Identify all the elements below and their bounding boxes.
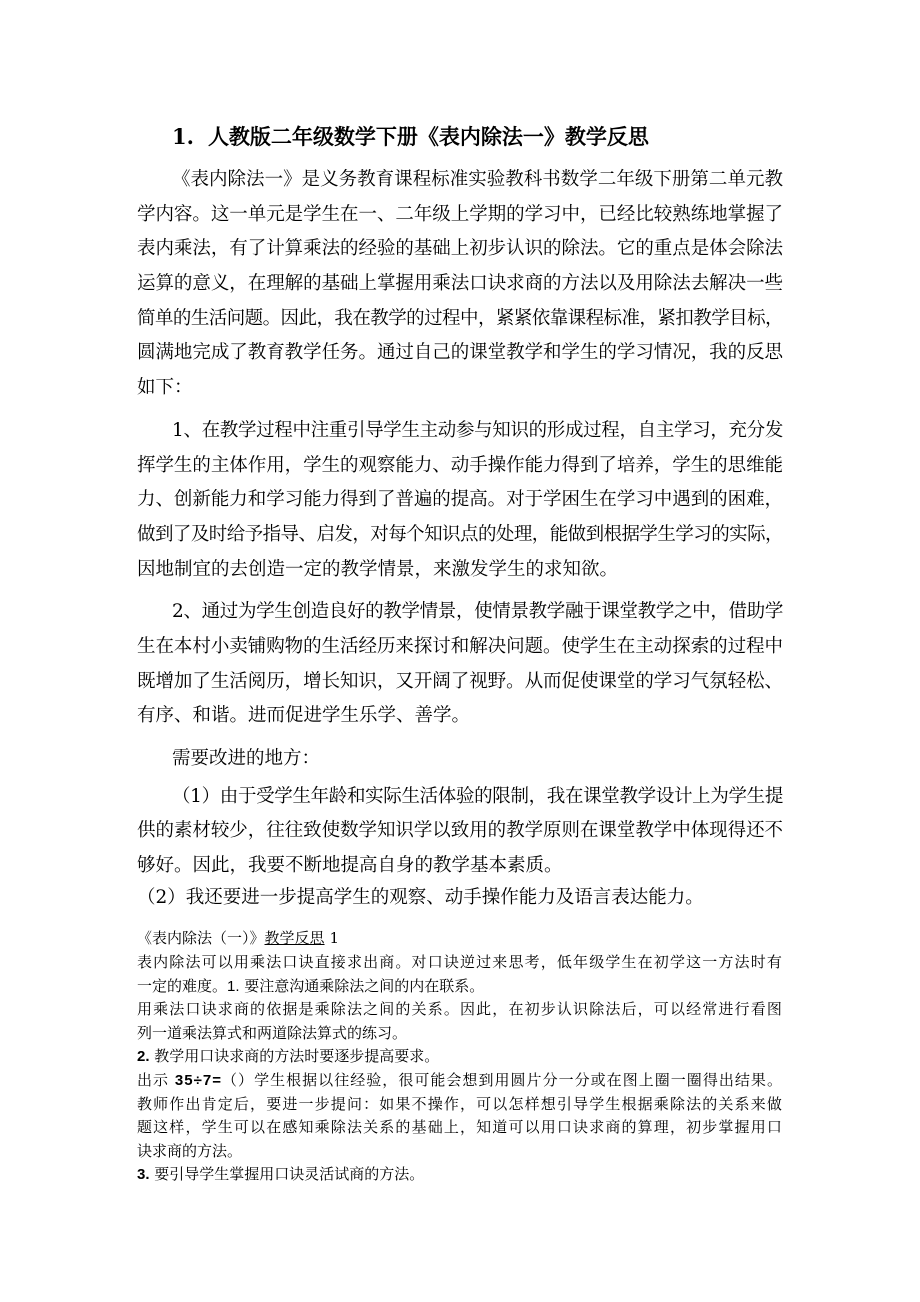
intro-paragraph [137,163,783,406]
appendix-line: 题这样，学生可以在感知乘除法关系的基础上，知道可以用口诀求商的算理，初步掌握用口 [137,1118,783,1137]
paragraph-line: 圆满地完成了教育教学任务。通过自己的课堂教学和学生的学习情况，我的反思 [137,342,783,364]
improvement-2-line: （2）我还要进一步提高学生的观察、动手操作能力及语言表达能力。 [137,886,704,908]
appendix-line: 教师作出肯定后，要进一步提问：如果不操作，可以怎样想引导学生根据乘除法的关系来做 [137,1094,783,1113]
improvement-1-paragraph [137,780,783,884]
paragraph-line: 生在本村小卖铺购物的生活经历来探讨和解决问题。使学生在主动探索的过程中 [137,635,783,657]
appendix-line [137,1163,783,1187]
paragraph-line: 学内容。这一单元是学生在一、二年级上学期的学习中，已经比较熟练地掌握了 [137,203,783,225]
appendix-line [137,1069,783,1093]
title-number: 1. [172,124,194,149]
appendix-line: 表内除法可以用乘法口诀直接求出商。对口诀逆过来思考，低年级学生在初学这一方法时有 [137,953,783,972]
step-number: 2. [137,1048,150,1066]
paragraph-line: 运算的意义，在理解的基础上掌握用乘法口诀求商的方法以及用除法去解决一些 [137,273,783,295]
appendix-line-text: 一定的难度。 [137,976,228,995]
paragraph-line: 既增加了生活阅历，增长知识，又开阔了视野。从而促使课堂的学习气氛轻松、 [137,670,783,692]
step-number: 1. [227,977,240,995]
paragraph-line: 做到了及时给予指导、启发，对每个知识点的处理，能做到根据学生学习的实际， [137,523,783,545]
paragraph-line: 表内乘法，有了计算乘法的经验的基础上初步认识的除法。它的重点是体会除法 [137,238,783,260]
step-number: 3. [137,1166,150,1184]
appendix-line-text: 教学用口诀求商的方法时要逐步提高要求。 [149,1047,440,1066]
document-title [172,119,783,155]
appendix-line [137,975,783,999]
paragraph-line: 供的素材较少，往往致使数学知识学以致用的教学原则在课堂教学中体现得还不 [137,820,783,842]
appendix-line [137,1045,783,1069]
paragraph-line: 2、通过为学生创造良好的教学情景，使情景教学融于课堂教学之中，借助学 [172,601,783,623]
appendix-section [137,927,783,1187]
appendix-line-text: 出示 [137,1071,175,1089]
appendix-heading-title: 《表内除法（一）》 [137,929,265,948]
paragraph-line: 力、创新能力和学习能力得到了普遍的提高。对于学困生在学习中遇到的困难， [137,489,783,511]
appendix-line-text: 要引导学生掌握用口诀灵活试商的方法。 [149,1165,425,1184]
document-page [137,119,783,1187]
paragraph-line: 1、在教学过程中注重引导学生主动参与知识的形成过程，自主学习，充分发 [172,419,783,441]
point-1-paragraph [137,414,783,587]
paragraph-line: 因地制宜的去创造一定的教学情景，来激发学生的求知欲。 [137,558,619,580]
paragraph-line: 挥学生的主体作用，学生的观察能力、动手操作能力得到了培养，学生的思维能 [137,454,783,476]
appendix-line: 列一道乘法算式和两道除法算式的练习。 [137,1023,408,1042]
improvements-heading-paragraph [137,742,783,777]
paragraph-line: 有序、和谐。进而促进学生乐学、善学。 [137,705,471,727]
appendix-heading-link[interactable]: 教学反思 [264,929,325,948]
appendix-line: 诀求商的方法。 [137,1141,243,1160]
appendix-line-text: （）学生根据以往经验，很可能会想到用圆片分一分或在图上圈一圈得出结果。 [222,1071,783,1089]
paragraph-line: 够好。因此，我要不断地提高自身的教学基本素质。 [137,855,563,877]
point-2-paragraph [137,595,783,734]
division-expression: 35÷7= [174,1072,223,1089]
paragraph-line: 《表内除法一》是义务教育课程标准实验教科书数学二年级下册第二单元教 [172,169,783,190]
title-text: 人教版二年级数学下册《表内除法一》教学反思 [207,124,649,149]
appendix-heading [137,927,783,951]
appendix-line: 用乘法口诀求商的依据是乘除法之间的关系。因此，在初步认识除法后，可以经常进行看图 [137,1000,783,1019]
paragraph-line: （1）由于受学生年龄和实际生活体验的限制，我在课堂教学设计上为学生提 [172,785,783,807]
appendix-heading-number: 1 [329,929,340,948]
paragraph-line: 如下： [137,377,193,399]
paragraph-line: 简单的生活问题。因此，我在教学的过程中，紧紧依靠课程标准，紧扣教学目标， [137,307,783,329]
improvements-heading: 需要改进的地方： [172,748,321,769]
appendix-line-text: 要注意沟通乘除法之间的内在联系。 [239,976,485,995]
